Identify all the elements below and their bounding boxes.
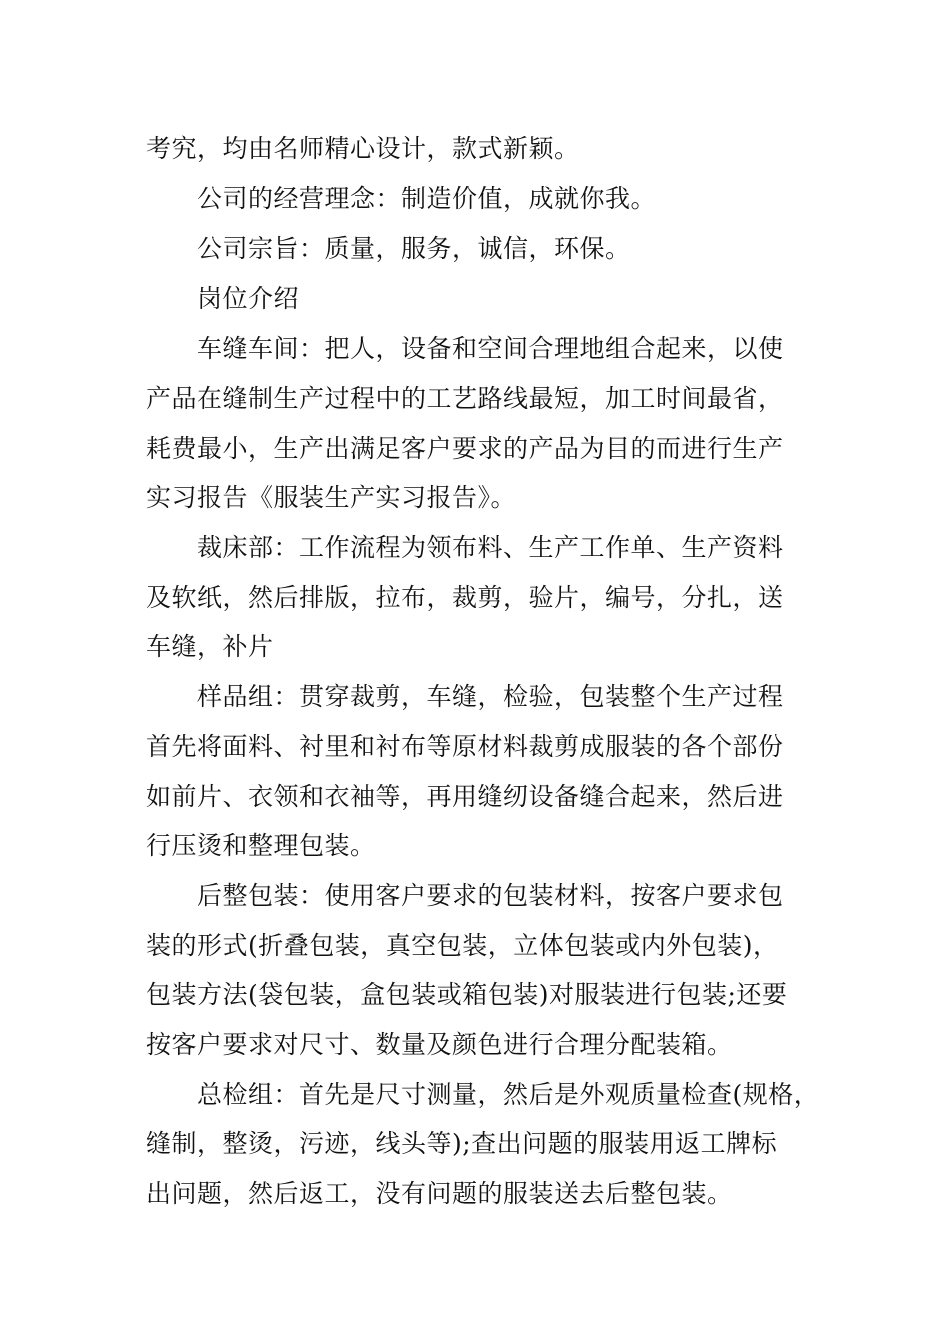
text-line: 车缝车间：把人，设备和空间合理地组合起来，以使 [197,334,784,363]
text-line: 公司宗旨：质量，服务，诚信，环保。 [197,234,631,263]
text-line: 出问题，然后返工，没有问题的服装送去后整包装。 [146,1179,733,1208]
text-line: 包装方法(袋包装，盒包装或箱包装)对服装进行包装;还要 [146,980,788,1009]
text-line: 样品组：贯穿裁剪，车缝，检验，包装整个生产过程 [197,682,784,711]
text-line: 装的形式(折叠包装，真空包装，立体包装或内外包装)， [146,931,779,960]
text-line: 产品在缝制生产过程中的工艺路线最短，加工时间最省， [146,384,784,413]
text-line: 及软纸，然后排版，拉布，裁剪，验片，编号，分扎，送 [146,583,784,612]
text-line: 公司的经营理念：制造价值，成就你我。 [197,184,657,213]
text-line: 实习报告《服装生产实习报告》。 [146,483,517,512]
text-line: 考究，均由名师精心设计，款式新颖。 [146,134,580,163]
section-heading: 岗位介绍 [197,284,300,313]
text-line: 后整包装：使用客户要求的包装材料，按客户要求包 [197,881,784,910]
text-line: 行压烫和整理包装。 [146,831,376,860]
text-line: 车缝，补片 [146,632,274,661]
text-line: 总检组：首先是尺寸测量，然后是外观质量检查(规格， [197,1080,820,1109]
text-line: 裁床部：工作流程为领布料、生产工作单、生产资料 [197,533,784,562]
text-line: 首先将面料、衬里和衬布等原材料裁剪成服装的各个部份 [146,732,784,761]
text-line: 耗费最小，生产出满足客户要求的产品为目的而进行生产 [146,434,784,463]
text-line: 缝制，整烫，污迹，线头等);查出问题的服装用返工牌标 [146,1129,778,1158]
text-line: 按客户要求对尺寸、数量及颜色进行合理分配装箱。 [146,1030,733,1059]
text-line: 如前片、衣领和衣袖等，再用缝纫设备缝合起来，然后进 [146,782,784,811]
